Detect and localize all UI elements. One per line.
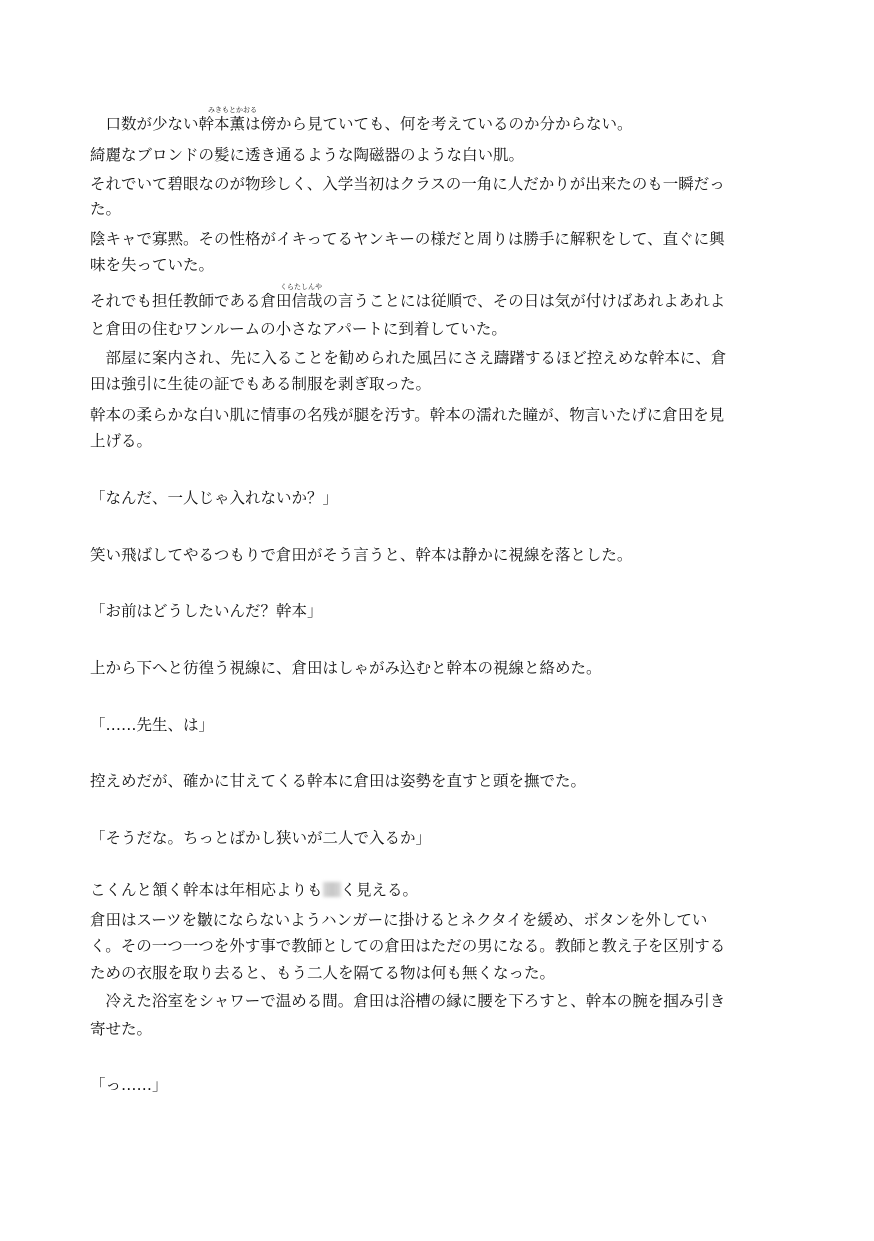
text-line: 控えめだが、確かに甘えてくる幹本に倉田は姿勢を直すと頭を撫でた。 [90, 772, 587, 790]
text-line: く。その一つ一つを外す事で教師としての倉田はただの男になる。教師と教え子を区別する [90, 937, 726, 955]
dialogue-line: 「っ……」 [90, 1076, 168, 1094]
text-line: 冷えた浴室をシャワーで温める間。倉田は浴槽の縁に腰を下ろすと、幹本の腕を掴み引き [90, 992, 726, 1010]
text-line: 綺麗なブロンドの髪に透き通るような陶磁器のような白い肌。 [90, 146, 525, 164]
text-line: 部屋に案内され、先に入ることを勧められた風呂にさえ躊躇するほど控えめな幹本に、倉 [90, 349, 727, 367]
dialogue-line: 「なんだ、一人じゃ入れないか？」 [90, 489, 339, 507]
text-line: た。 [90, 200, 122, 218]
text-line: 味を失っていた。 [90, 256, 215, 274]
dialogue-line: 「そうだな。ちっとばかし狭いが二人で入るか」 [90, 829, 432, 847]
text-line: それでも担任教師である倉田信哉の言うことには従順で、その日は気が付けばあれよあれよ [90, 292, 726, 310]
text-line: それでいて碧眼なのが物珍しく、入学当初はクラスの一角に人だかりが出来たのも一瞬だっ [90, 175, 725, 193]
text-line: と倉田の住むワンルームの小さなアパートに到着していた。 [90, 320, 507, 338]
text-line: 上から下へと彷徨う視線に、倉田はしゃがみ込むと幹本の視線と絡めた。 [90, 659, 602, 677]
text-line: 幹本の柔らかな白い肌に情事の名残が腿を汚す。幹本の濡れた瞳が、物言いたげに倉田を見 [90, 406, 725, 424]
ruby-shinya: くらたしんや [280, 283, 322, 291]
text-line: 口数が少ない幹本薫は傍から見ていても、何を考えているのか分からない。 [90, 115, 633, 133]
text-segment: く見える。 [340, 881, 419, 899]
dialogue-line: 「お前はどうしたいんだ？幹本」 [90, 602, 323, 620]
text-line: 寄せた。 [90, 1020, 153, 1038]
text-line: 陰キャで寡黙。その性格がイキってるヤンキーの様だと周りは勝手に解釈をして、直ぐに興 [90, 230, 725, 248]
redacted-blur [323, 882, 341, 897]
text-line-with-redaction [90, 880, 790, 900]
text-line: 上げる。 [90, 432, 153, 450]
text-line: 田は強引に生徒の証でもある制服を剥ぎ取った。 [90, 375, 432, 393]
dialogue-line: 「……先生、は」 [90, 716, 215, 734]
text-line: ための衣服を取り去ると、もう二人を隔てる物は何も無くなった。 [90, 964, 556, 982]
text-segment: こくんと頷く幹本は年相応よりも [90, 881, 323, 899]
ruby-miki: みきもとかおる [208, 106, 257, 114]
text-line: 倉田はスーツを皺にならないようハンガーに掛けるとネクタイを緩め、ボタンを外してい [90, 911, 708, 929]
text-line: 笑い飛ばしてやるつもりで倉田がそう言うと、幹本は静かに視線を落とした。 [90, 546, 633, 564]
